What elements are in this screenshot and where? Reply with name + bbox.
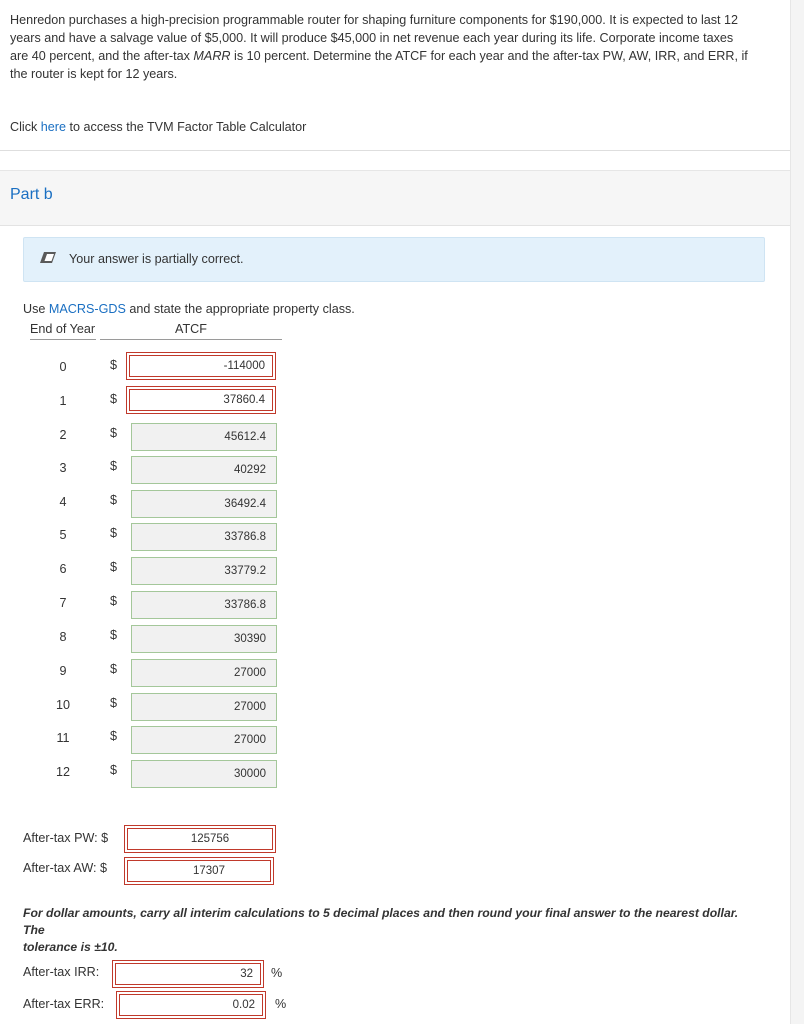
column-header-year: End of Year bbox=[30, 322, 96, 340]
table-row bbox=[0, 384, 790, 418]
aw-label: After-tax AW: $ bbox=[23, 861, 107, 875]
year-label: 5 bbox=[59, 528, 67, 542]
currency-symbol: $ bbox=[110, 493, 118, 507]
table-row bbox=[0, 451, 790, 485]
table-row bbox=[0, 485, 790, 519]
err-input[interactable]: 0.02 bbox=[116, 991, 266, 1019]
atcf-input[interactable]: 45612.4 bbox=[131, 423, 277, 451]
problem-line: the router is kept for 12 years. bbox=[10, 67, 178, 81]
table-row bbox=[0, 586, 790, 620]
year-label: 8 bbox=[59, 630, 67, 644]
currency-symbol: $ bbox=[110, 662, 118, 676]
year-label: 10 bbox=[55, 698, 70, 712]
pw-input[interactable]: 125756 bbox=[124, 825, 276, 853]
problem-line: years and have a salvage value of $5,000. It will produce $45,000 in net revenue each year during its life. Corporate income taxes bbox=[10, 31, 734, 45]
problem-line bbox=[10, 47, 782, 65]
year-label: 4 bbox=[59, 495, 67, 509]
macrs-gds-link[interactable]: MACRS-GDS bbox=[48, 302, 126, 316]
irr-input[interactable]: 32 bbox=[112, 960, 264, 988]
year-label: 12 bbox=[55, 765, 70, 779]
table-row bbox=[0, 721, 790, 755]
atcf-input[interactable]: 30000 bbox=[131, 760, 277, 788]
atcf-input[interactable]: 40292 bbox=[131, 456, 277, 484]
currency-symbol: $ bbox=[110, 594, 118, 608]
instructions bbox=[23, 302, 355, 316]
marr-term: MARR bbox=[193, 49, 231, 63]
column-header-atcf: ATCF bbox=[100, 322, 282, 340]
problem-text: are 40 percent, and the after-tax bbox=[10, 49, 194, 63]
table-row bbox=[0, 350, 790, 384]
currency-symbol: $ bbox=[110, 358, 118, 372]
atcf-input[interactable]: 33779.2 bbox=[131, 557, 277, 585]
year-label: 3 bbox=[59, 461, 67, 475]
note-line: For dollar amounts, carry all interim calculations to 5 decimal places and then round your final answer to the nearest dollar. The bbox=[23, 906, 739, 937]
table-row bbox=[0, 688, 790, 722]
partial-correct-alert bbox=[23, 237, 765, 282]
instructions-text: and state the appropriate property class. bbox=[125, 302, 355, 316]
table-row bbox=[0, 654, 790, 688]
atcf-input[interactable]: -114000 bbox=[126, 352, 276, 380]
rounding-note bbox=[23, 905, 743, 956]
err-label: After-tax ERR: bbox=[23, 997, 105, 1011]
note-line: tolerance is ±10. bbox=[23, 940, 118, 954]
tvm-calculator-line bbox=[10, 120, 306, 134]
problem-statement bbox=[10, 11, 782, 83]
year-label: 2 bbox=[59, 428, 67, 442]
atcf-input[interactable]: 33786.8 bbox=[131, 591, 277, 619]
atcf-input[interactable]: 33786.8 bbox=[131, 523, 277, 551]
problem-text: is 10 percent. Determine the ATCF for each year and the after-tax PW, AW, IRR, and ERR, if bbox=[230, 49, 748, 63]
atcf-input[interactable]: 27000 bbox=[131, 659, 277, 687]
tvm-here-link[interactable]: here bbox=[40, 120, 67, 134]
alert-text: Your answer is partially correct. bbox=[69, 252, 244, 266]
table-row bbox=[0, 755, 790, 789]
table-row bbox=[0, 552, 790, 586]
year-label: 1 bbox=[59, 394, 67, 408]
currency-symbol: $ bbox=[110, 729, 118, 743]
table-row bbox=[0, 620, 790, 654]
currency-symbol: $ bbox=[110, 526, 118, 540]
part-title: Part b bbox=[10, 186, 53, 203]
year-label: 0 bbox=[59, 360, 67, 374]
atcf-input[interactable]: 37860.4 bbox=[126, 386, 276, 414]
currency-symbol: $ bbox=[110, 763, 118, 777]
currency-symbol: $ bbox=[110, 426, 118, 440]
table-row bbox=[0, 418, 790, 452]
aw-input[interactable]: 17307 bbox=[124, 857, 274, 885]
year-label: 11 bbox=[56, 731, 70, 745]
irr-label: After-tax IRR: bbox=[23, 965, 100, 979]
atcf-input[interactable]: 27000 bbox=[131, 693, 277, 721]
table-row bbox=[0, 518, 790, 552]
problem-line: Henredon purchases a high-precision programmable router for shaping furniture components for $190,000. It is expected to last 12 bbox=[10, 13, 739, 27]
currency-symbol: $ bbox=[110, 628, 118, 642]
tvm-prefix: Click bbox=[10, 120, 41, 134]
instructions-prefix: Use bbox=[23, 302, 49, 316]
atcf-input[interactable]: 27000 bbox=[131, 726, 277, 754]
currency-symbol: $ bbox=[110, 392, 118, 406]
irr-percent: % bbox=[271, 966, 283, 980]
currency-symbol: $ bbox=[110, 459, 118, 473]
divider bbox=[0, 150, 790, 151]
part-header-bar bbox=[0, 170, 790, 226]
currency-symbol: $ bbox=[110, 560, 118, 574]
pw-label: After-tax PW: $ bbox=[23, 831, 109, 845]
eraser-icon bbox=[38, 251, 58, 268]
atcf-input[interactable]: 36492.4 bbox=[131, 490, 277, 518]
currency-symbol: $ bbox=[110, 696, 118, 710]
err-percent: % bbox=[275, 997, 287, 1011]
year-label: 9 bbox=[59, 664, 67, 678]
right-scroll-rail bbox=[790, 0, 804, 1024]
atcf-input[interactable]: 30390 bbox=[131, 625, 277, 653]
year-label: 6 bbox=[59, 562, 67, 576]
tvm-suffix: to access the TVM Factor Table Calculator bbox=[66, 120, 307, 134]
year-label: 7 bbox=[59, 596, 67, 610]
